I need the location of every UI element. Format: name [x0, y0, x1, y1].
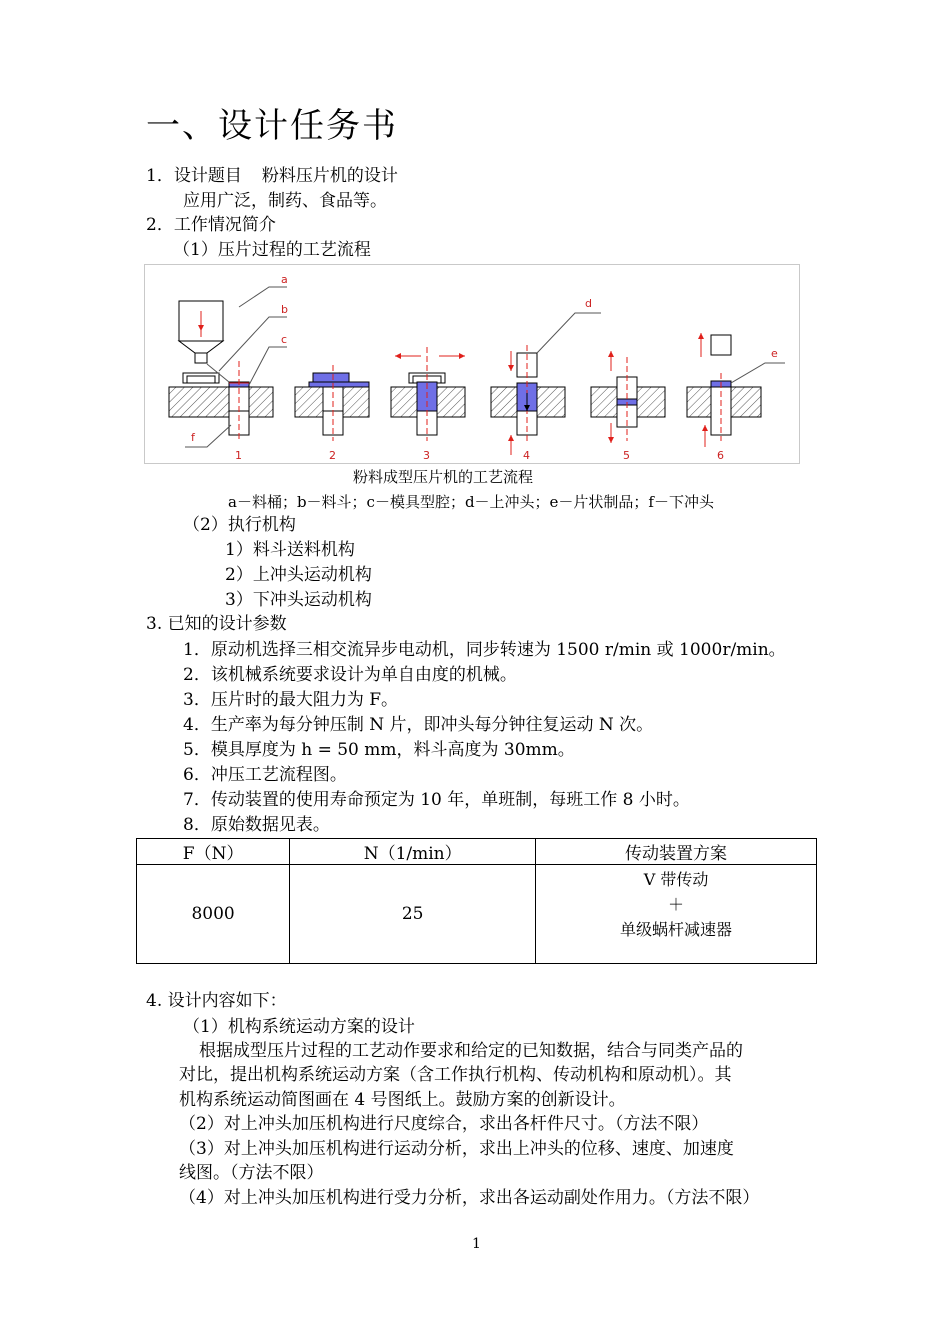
paragraph-line: 机构系统运动简图画在 4 号图纸上。鼓励方案的创新设计。 [179, 1090, 626, 1110]
step-number: 4 [523, 449, 530, 462]
step-4 [491, 345, 565, 455]
step-3 [391, 347, 465, 441]
mechanism-item: 1）料斗送料机构 [225, 540, 355, 560]
section-2-sub1: （1）压片过程的工艺流程 [173, 240, 371, 260]
section-1-label: 设计题目 [173, 166, 242, 186]
section-1-topic: 粉料压片机的设计 [261, 166, 398, 186]
step-5 [591, 351, 665, 443]
label-a: a [281, 273, 288, 286]
paragraph-line: 根据成型压片过程的工艺动作要求和给定的已知数据，结合与同类产品的 [199, 1041, 743, 1061]
label-b: b [281, 303, 288, 316]
step-number: 1 [235, 449, 242, 462]
section-2-sub2: （2）执行机构 [183, 515, 296, 535]
label-f: f [191, 431, 195, 444]
paragraph-line: 对比，提出机构系统运动方案（含工作执行机构、传动机构和原动机）。其 [179, 1065, 732, 1085]
step-6 [687, 333, 761, 447]
mechanism-item: 3）下冲头运动机构 [225, 590, 372, 610]
col-header-scheme: 传动装置方案 [536, 839, 817, 865]
param-item: 3．压片时的最大阻力为 F。 [183, 690, 399, 710]
page-number: 1 [472, 1236, 481, 1252]
label-e: e [771, 347, 778, 360]
step-2 [295, 365, 369, 441]
label-d: d [585, 297, 592, 310]
section-1-desc: 应用广泛，制药、食品等。 [183, 191, 387, 211]
section-4-heading: 4. 设计内容如下： [146, 991, 287, 1011]
section-1-num: 1． [146, 166, 174, 186]
cell-f: 8000 [137, 865, 290, 964]
param-item: 4．生产率为每分钟压制 N 片，即冲头每分钟往复运动 N 次。 [183, 715, 654, 735]
col-header-n: N（1/min） [290, 839, 536, 865]
section-4-sub3: （3）对上冲头加压机构进行运动分析，求出上冲头的位移、速度、加速度 [179, 1139, 734, 1159]
table-header-row [137, 839, 817, 865]
col-header-f: F（N） [137, 839, 290, 865]
step-number: 6 [717, 449, 724, 462]
page-title: 一、设计任务书 [146, 106, 398, 146]
section-2-num: 2． [146, 215, 174, 235]
figure-legend: a－料桶；b－料斗；c－模具型腔；d－上冲头；e－片状制品；f－下冲头 [228, 493, 714, 511]
scheme-line: V 带传动 [643, 870, 709, 889]
section-4-sub2: （2）对上冲头加压机构进行尺度综合，求出各杆件尺寸。（方法不限） [179, 1114, 709, 1134]
param-item: 5．模具厚度为 h = 50 mm，料斗高度为 30mm。 [183, 740, 575, 760]
step-number: 2 [329, 449, 336, 462]
section-4-sub4: （4）对上冲头加压机构进行受力分析，求出各运动副处作用力。（方法不限） [179, 1188, 760, 1208]
section-2-heading [146, 214, 276, 236]
section-3-heading: 3. 已知的设计参数 [146, 614, 287, 634]
section-1-heading [146, 165, 398, 187]
section-2-label: 工作情况简介 [173, 215, 276, 235]
step-number: 5 [623, 449, 630, 462]
param-item: 6．冲压工艺流程图。 [183, 765, 347, 785]
scheme-line: ＋ [668, 895, 685, 914]
figure-caption: 粉料成型压片机的工艺流程 [353, 468, 534, 486]
param-item: 8．原始数据见表。 [183, 815, 330, 835]
cell-scheme [536, 865, 817, 964]
process-flow-diagram [145, 265, 799, 463]
scheme-line: 单级蜗杆减速器 [620, 920, 733, 939]
param-item: 2．该机械系统要求设计为单自由度的机械。 [183, 665, 517, 685]
table-row [137, 865, 817, 964]
step-1 [169, 301, 273, 441]
cell-n: 25 [290, 865, 536, 964]
step-number: 3 [423, 449, 430, 462]
param-item: 1．原动机选择三相交流异步电动机，同步转速为 1500 r/min 或 1000r/min。 [183, 640, 786, 660]
section-4-sub1: （1）机构系统运动方案的设计 [183, 1017, 415, 1037]
process-flow-figure [144, 264, 800, 464]
param-item: 7．传动装置的使用寿命预定为 10 年，单班制，每班工作 8 小时。 [183, 790, 690, 810]
label-c: c [281, 333, 288, 346]
mechanism-item: 2）上冲头运动机构 [225, 565, 372, 585]
section-4-sub3-cont: 线图。（方法不限） [179, 1163, 324, 1183]
data-table [136, 838, 817, 964]
